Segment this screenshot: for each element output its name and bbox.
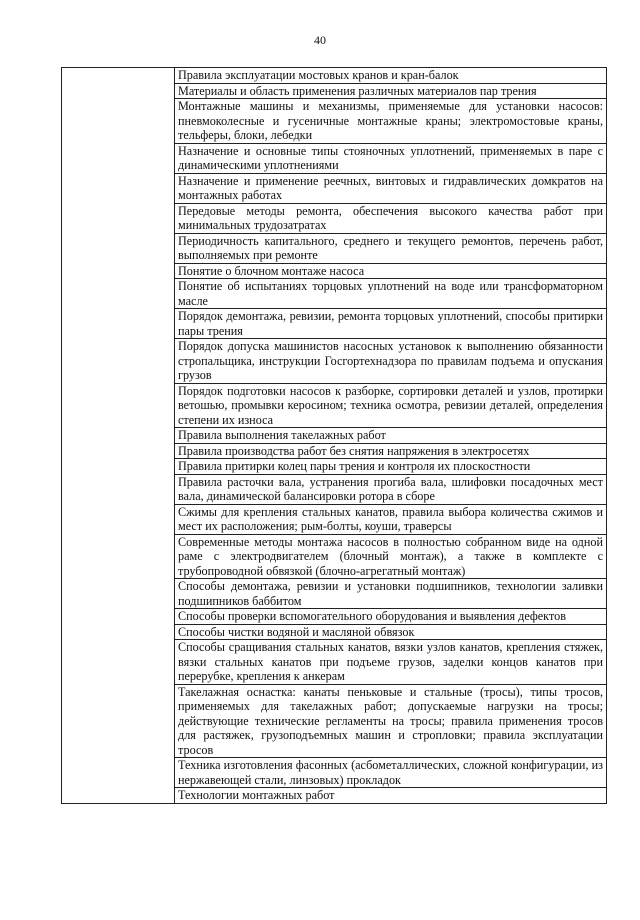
table-cell: Назначение и применение реечных, винтовых и гидравлических домкратов на монтажных работах — [175, 173, 607, 203]
table-cell: Порядок демонтажа, ревизии, ремонта торцовых уплотнений, способы притирки пары трения — [175, 309, 607, 339]
table-cell: Сжимы для крепления стальных канатов, правила выбора количества сжимов и мест их расположения; рым-болты, коуши, траверсы — [175, 504, 607, 534]
left-column-cell — [62, 68, 175, 804]
table-cell: Передовые методы ремонта, обеспечения высокого качества работ при минимальных трудозатратах — [175, 203, 607, 233]
table-cell: Понятие об испытаниях торцовых уплотнений на воде или трансформаторном масле — [175, 279, 607, 309]
table-cell: Порядок подготовки насосов к разборке, сортировки деталей и узлов, протирки ветошью, промывки керосином; техника осмотра, ревизии деталей, определения степени их износа — [175, 383, 607, 428]
table-cell: Материалы и область применения различных материалов пар трения — [175, 83, 607, 99]
table-cell: Технологии монтажных работ — [175, 788, 607, 804]
table-cell: Техника изготовления фасонных (асбометаллических, сложной конфигурации, из нержавеющей стали, линзовых) прокладок — [175, 758, 607, 788]
table-cell: Понятие о блочном монтаже насоса — [175, 263, 607, 279]
table-cell: Способы проверки вспомогательного оборудования и выявления дефектов — [175, 609, 607, 625]
table-row — [62, 68, 607, 84]
table-cell: Порядок допуска машинистов насосных установок к выполнению обязанности стропальщика, инструкции Госгортехнадзора по правилам подъема и опускания грузов — [175, 339, 607, 384]
table-cell: Правила выполнения такелажных работ — [175, 428, 607, 444]
page-number: 40 — [314, 33, 326, 47]
table-cell: Правила производства работ без снятия напряжения в электросетях — [175, 443, 607, 459]
table-cell: Правила притирки колец пары трения и контроля их плоскостности — [175, 459, 607, 475]
table-cell: Способы сращивания стальных канатов, вязки узлов канатов, крепления стяжек, вязки стальных канатов при подъеме грузов, заделки концов канатов при перерубке, крепления к анкерам — [175, 640, 607, 685]
table-cell: Периодичность капитального, среднего и текущего ремонтов, перечень работ, выполняемых при ремонте — [175, 233, 607, 263]
table-cell: Правила расточки вала, устранения прогиба вала, шлифовки посадочных мест вала, динамической балансировки ротора в сборе — [175, 474, 607, 504]
table-cell: Способы демонтажа, ревизии и установки подшипников, технологии заливки подшипников баббитом — [175, 579, 607, 609]
table-cell: Монтажные машины и механизмы, применяемые для установки насосов: пневмоколесные и гусеничные монтажные краны; электромостовые краны, тельферы, блоки, лебедки — [175, 99, 607, 144]
knowledge-table — [61, 67, 607, 804]
table-cell: Назначение и основные типы стояночных уплотнений, применяемых в паре с динамическими уплотнениями — [175, 143, 607, 173]
table-cell: Правила эксплуатации мостовых кранов и кран-балок — [175, 68, 607, 84]
table-cell: Способы чистки водяной и масляной обвязок — [175, 624, 607, 640]
table-cell: Современные методы монтажа насосов в полностью собранном виде на одной раме с электродвигателем (блочный монтаж), а также в комплекте с трубопроводной обвязкой (блочно-агрегатный монтаж) — [175, 534, 607, 579]
table-cell: Такелажная оснастка: канаты пеньковые и стальные (тросы), типы тросов, применяемых для такелажных работ; допускаемые нагрузки на тросы; действующие технические регламенты на тросы; правила применения тросов для растяжек, грузоподъемных машин и стропловки; правила эксплуатации тросов — [175, 684, 607, 758]
